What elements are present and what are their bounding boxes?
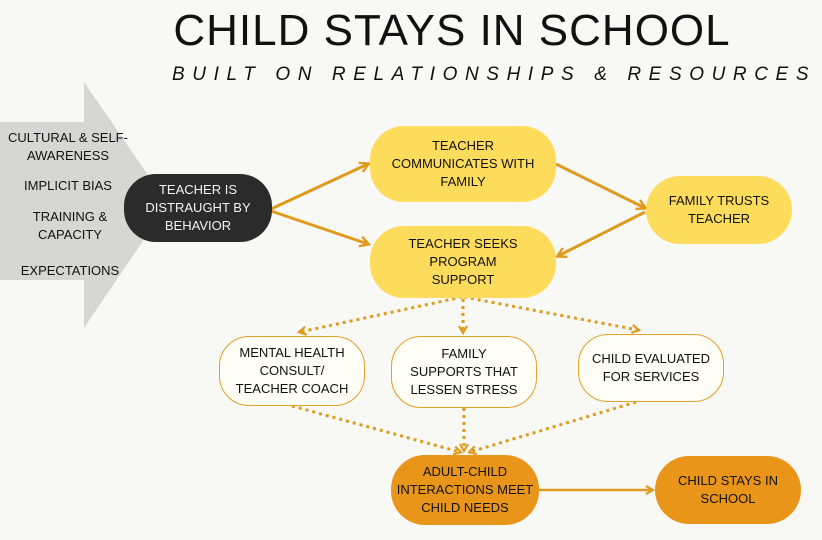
arrow-distraught-to-communicates — [271, 164, 368, 209]
node-family-supports — [391, 336, 537, 408]
arrow-trusts-to-seeks — [558, 212, 645, 256]
node-interactions — [391, 455, 539, 525]
node-mental-health-label: MENTAL HEALTH CONSULT/ TEACHER COACH — [235, 345, 349, 396]
node-teacher-distraught — [124, 174, 272, 242]
dotted-evaluated-to-interactions — [470, 402, 636, 452]
factor-implicit-bias: IMPLICIT BIAS — [24, 178, 112, 193]
node-teacher-seeks-support — [370, 226, 556, 298]
node-interactions-label: ADULT-CHILD INTERACTIONS MEET CHILD NEEDS — [396, 464, 534, 515]
page-subtitle: BUILT ON RELATIONSHIPS & RESOURCES — [172, 64, 817, 85]
node-child-stays — [655, 456, 801, 524]
node-teacher-distraught-label: TEACHER IS DISTRAUGHT BY BEHAVIOR — [145, 182, 251, 233]
factor-cultural-awareness: CULTURAL & SELF-AWARENESS — [8, 130, 128, 163]
node-teacher-communicates-label: TEACHER COMMUNICATES WITH FAMILY — [391, 138, 535, 189]
arrow-communicates-to-trusts — [556, 164, 645, 208]
node-child-evaluated-label: CHILD EVALUATED FOR SERVICES — [592, 351, 710, 384]
node-family-trusts — [646, 176, 792, 244]
arrow-distraught-to-seeks — [271, 211, 368, 244]
node-teacher-seeks-support-label: TEACHER SEEKS PROGRAM SUPPORT — [408, 236, 518, 287]
node-mental-health — [219, 336, 365, 406]
node-child-stays-label: CHILD STAYS IN SCHOOL — [678, 473, 778, 506]
page-title: CHILD STAYS IN SCHOOL — [173, 6, 731, 55]
node-family-trusts-label: FAMILY TRUSTS TEACHER — [668, 193, 770, 226]
node-teacher-communicates — [370, 126, 556, 202]
node-child-evaluated — [578, 334, 724, 402]
dotted-mental-to-interactions — [292, 406, 460, 452]
node-family-supports-label: FAMILY SUPPORTS THAT LESSEN STRESS — [410, 346, 518, 397]
dotted-seeks-to-mental — [300, 297, 462, 332]
factor-expectations: EXPECTATIONS — [20, 263, 120, 278]
dotted-seeks-to-evaluated — [464, 297, 638, 330]
factor-training-capacity: TRAINING & CAPACITY — [32, 209, 108, 242]
